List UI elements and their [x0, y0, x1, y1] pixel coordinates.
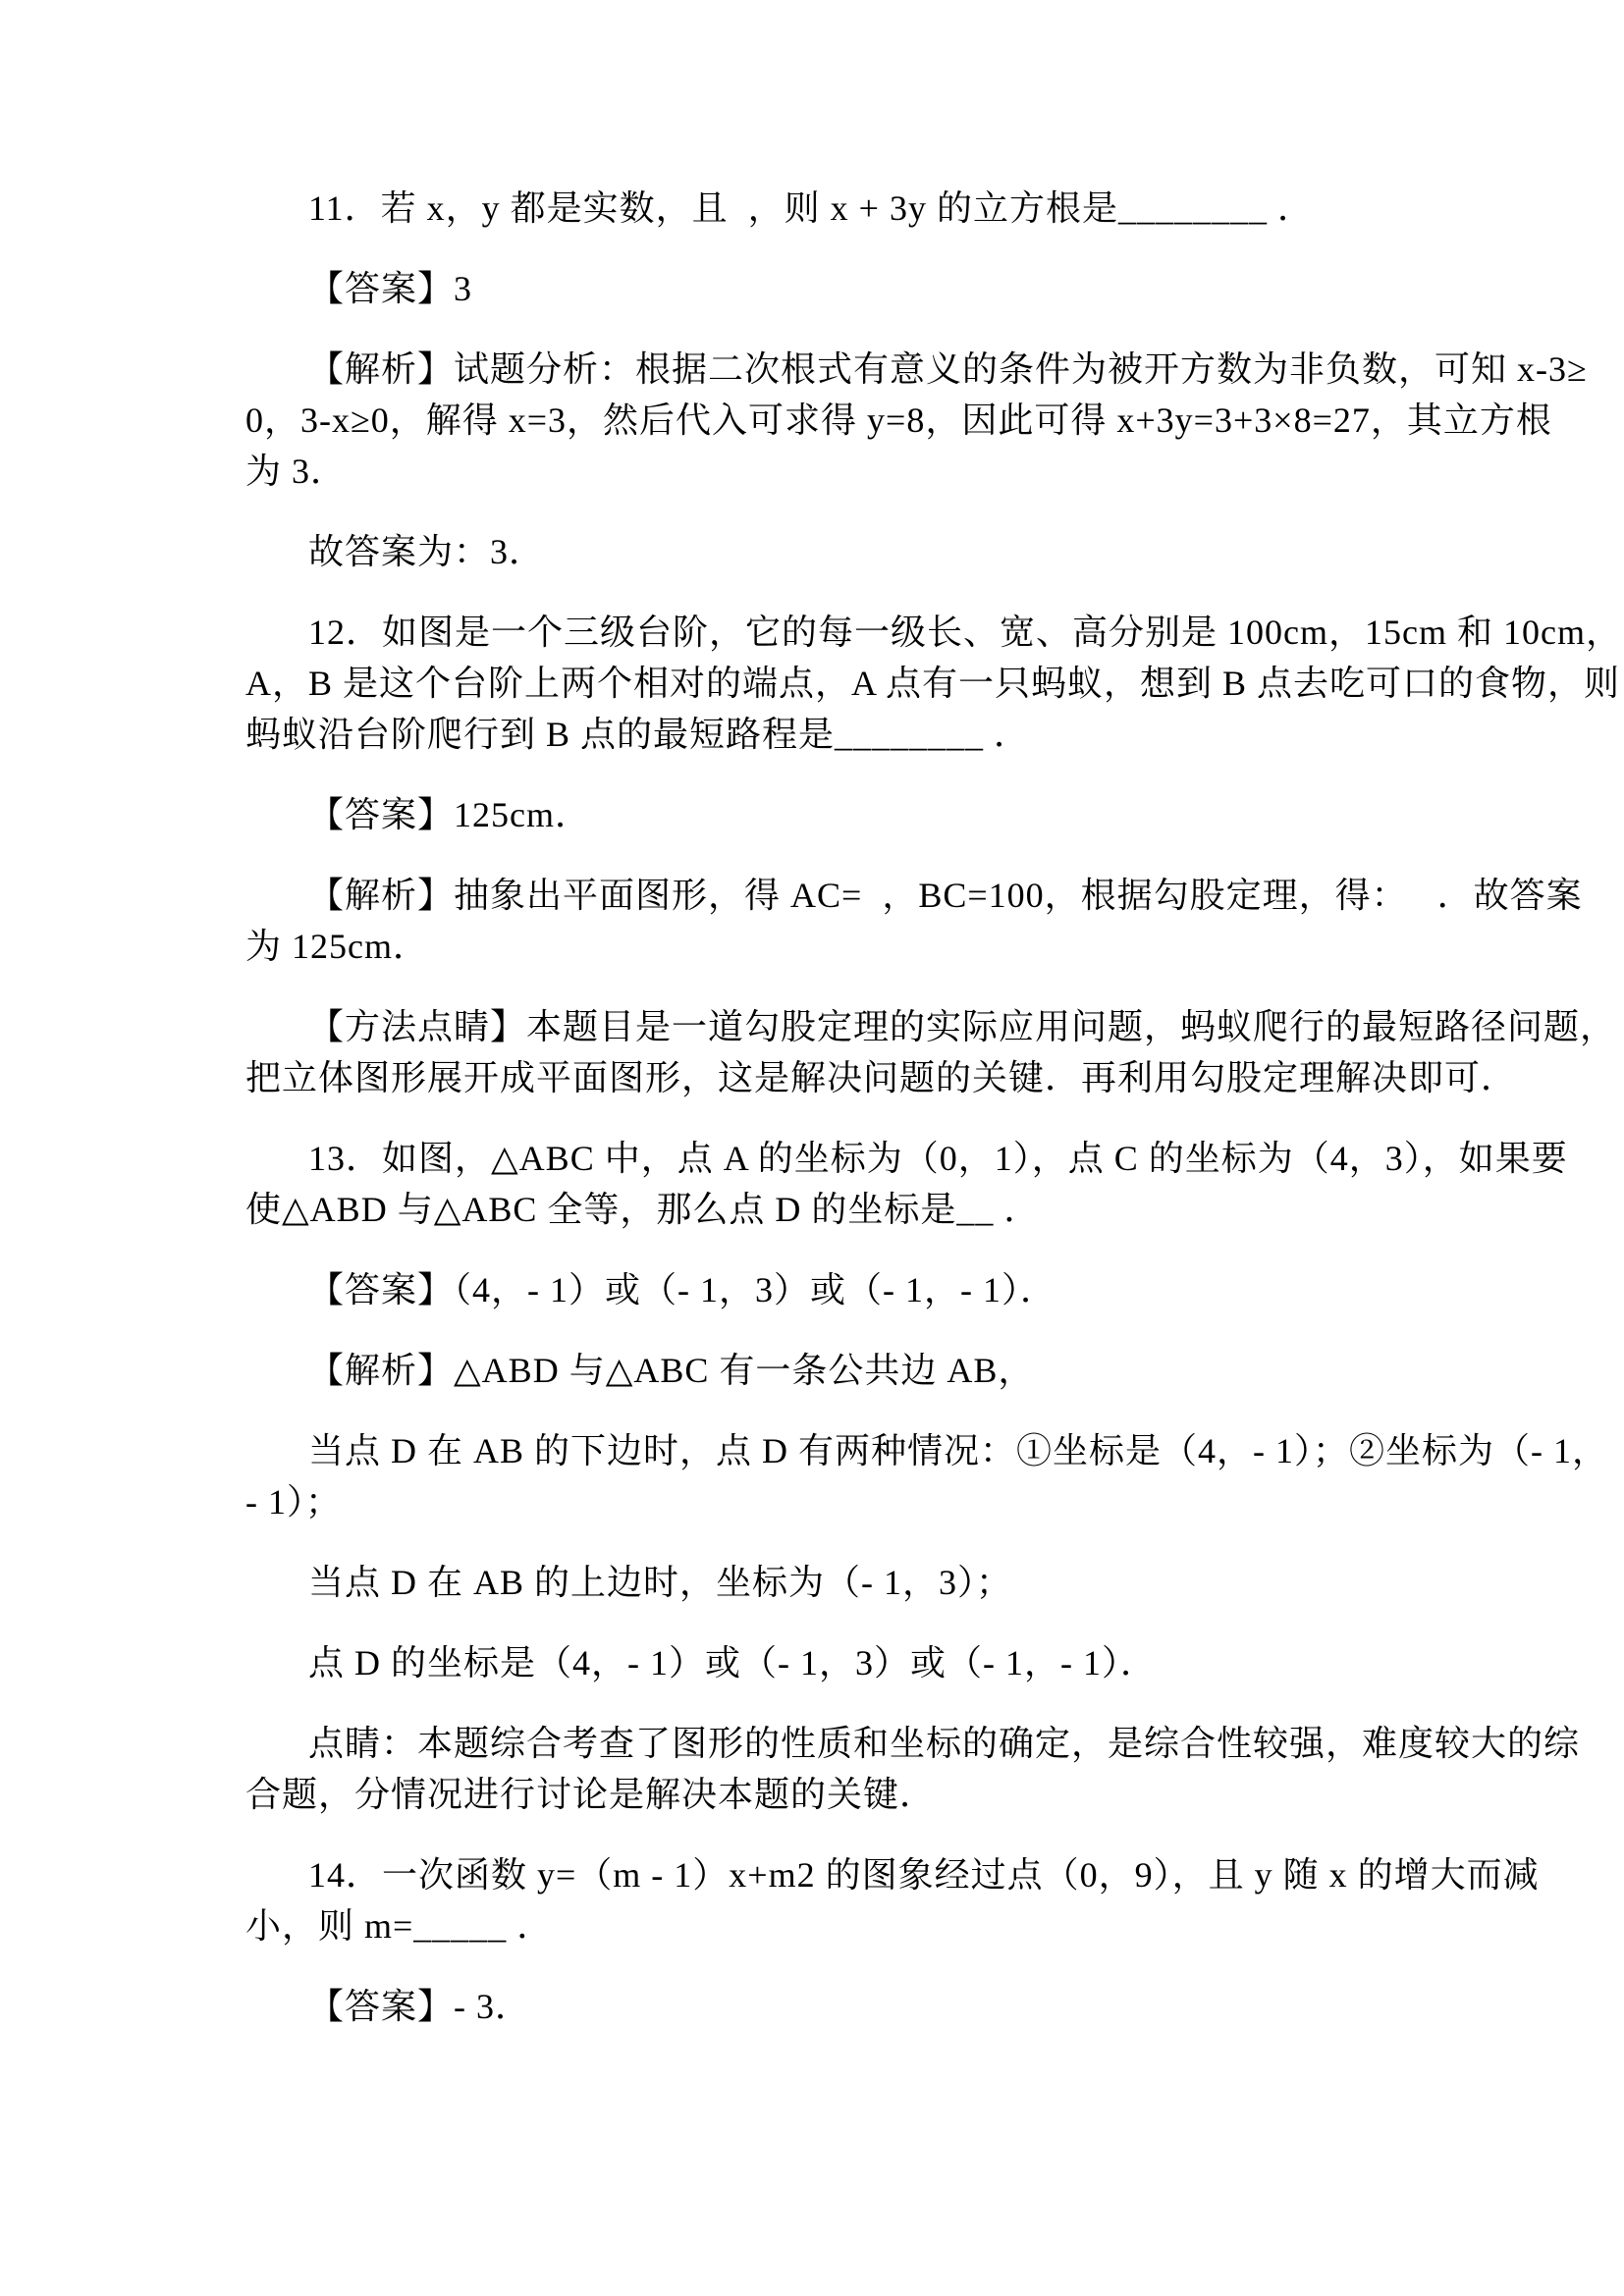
- paragraph-analysis-11: [245, 344, 1588, 497]
- paragraph-analysis-12: [245, 870, 1583, 972]
- text-line: 14．一次函数 y=（m - 1）x+m2 的图象经过点（0，9），且 y 随 x 的增大而减: [308, 1855, 1540, 1895]
- paragraph-question-11: [245, 183, 1477, 234]
- paragraph-analysis-13: [245, 1345, 1477, 1396]
- paragraph-question-14: [245, 1849, 1540, 1951]
- text-line: 【答案】125cm．: [308, 795, 591, 834]
- paragraph-method-tip-12: [245, 1001, 1617, 1103]
- text-line: 点 D 的坐标是（4，- 1）或（- 1，3）或（- 1，- 1）．: [308, 1643, 1157, 1682]
- text-line: 为 3．: [245, 452, 348, 491]
- text-line: 为 125cm．: [245, 927, 429, 966]
- text-line: 当点 D 在 AB 的下边时，点 D 有两种情况：①坐标是（4，- 1）；②坐标为（- 1，: [308, 1431, 1608, 1470]
- text-line: 13．如图，△ABC 中，点 A 的坐标为（0，1），点 C 的坐标为（4，3），如果要: [308, 1139, 1568, 1178]
- paragraph-conclusion-13: [245, 1637, 1477, 1688]
- paragraph-answer-11: [245, 263, 1477, 314]
- paragraph-answer-14: [245, 1981, 1477, 2032]
- text-line: 合题，分情况进行讨论是解决本题的关键．: [245, 1775, 937, 1814]
- paragraph-case-d-above: [245, 1557, 1477, 1608]
- text-line: 【方法点睛】本题目是一道勾股定理的实际应用问题，蚂蚁爬行的最短路径问题，: [308, 1007, 1617, 1046]
- text-line: 【解析】△ABD 与△ABC 有一条公共边 AB，: [308, 1351, 1035, 1390]
- text-line: - 1）；: [245, 1482, 342, 1522]
- text-line: 【答案】- 3．: [308, 1987, 531, 2026]
- text-line: 当点 D 在 AB 的上边时，坐标为（- 1，3）；: [308, 1563, 1012, 1602]
- text-line: 【答案】3: [308, 269, 473, 308]
- text-line: 点睛：本题综合考查了图形的性质和坐标的确定，是综合性较强，难度较大的综: [308, 1724, 1581, 1763]
- text-line: 小，则 m=_____ ．: [245, 1906, 554, 1946]
- text-line: 【答案】（4，- 1）或（- 1，3）或（- 1，- 1）．: [308, 1270, 1056, 1309]
- text-line: 【解析】试题分析：根据二次根式有意义的条件为被开方数为非负数，可知 x-3≥: [308, 349, 1588, 389]
- text-line: 11．若 x，y 都是实数，且 ，则 x + 3y 的立方根是________ ．: [308, 188, 1314, 228]
- text-line: 0，3-x≥0，解得 x=3，然后代入可求得 y=8，因此可得 x+3y=3+3×8=27，其立方根: [245, 400, 1552, 440]
- paragraph-question-13: [245, 1133, 1568, 1235]
- paragraph-question-12: [245, 607, 1622, 760]
- paragraph-answer-12: [245, 789, 1477, 840]
- paragraph-conclusion-11: [245, 526, 1477, 577]
- text-line: 【解析】抽象出平面图形，得 AC= ，BC=100，根据勾股定理，得： ．故答案: [308, 876, 1583, 915]
- paragraph-case-d-below: [245, 1425, 1608, 1527]
- text-line: 把立体图形展开成平面图形，这是解决问题的关键．再利用勾股定理解决即可．: [245, 1058, 1518, 1097]
- text-line: A，B 是这个台阶上两个相对的端点，A 点有一只蚂蚁，想到 B 点去吃可口的食物，则: [245, 664, 1621, 703]
- text-line: 使△ABD 与△ABC 全等，那么点 D 的坐标是__ ．: [245, 1190, 1041, 1229]
- text-line: 故答案为：3．: [308, 532, 546, 571]
- paragraph-tip-13: [245, 1718, 1581, 1820]
- text-line: 蚂蚁沿台阶爬行到 B 点的最短路程是________ ．: [245, 715, 1031, 754]
- paragraph-answer-13: [245, 1264, 1477, 1315]
- text-line: 12．如图是一个三级台阶，它的每一级长、宽、高分别是 100cm，15cm 和 10cm，: [308, 613, 1622, 652]
